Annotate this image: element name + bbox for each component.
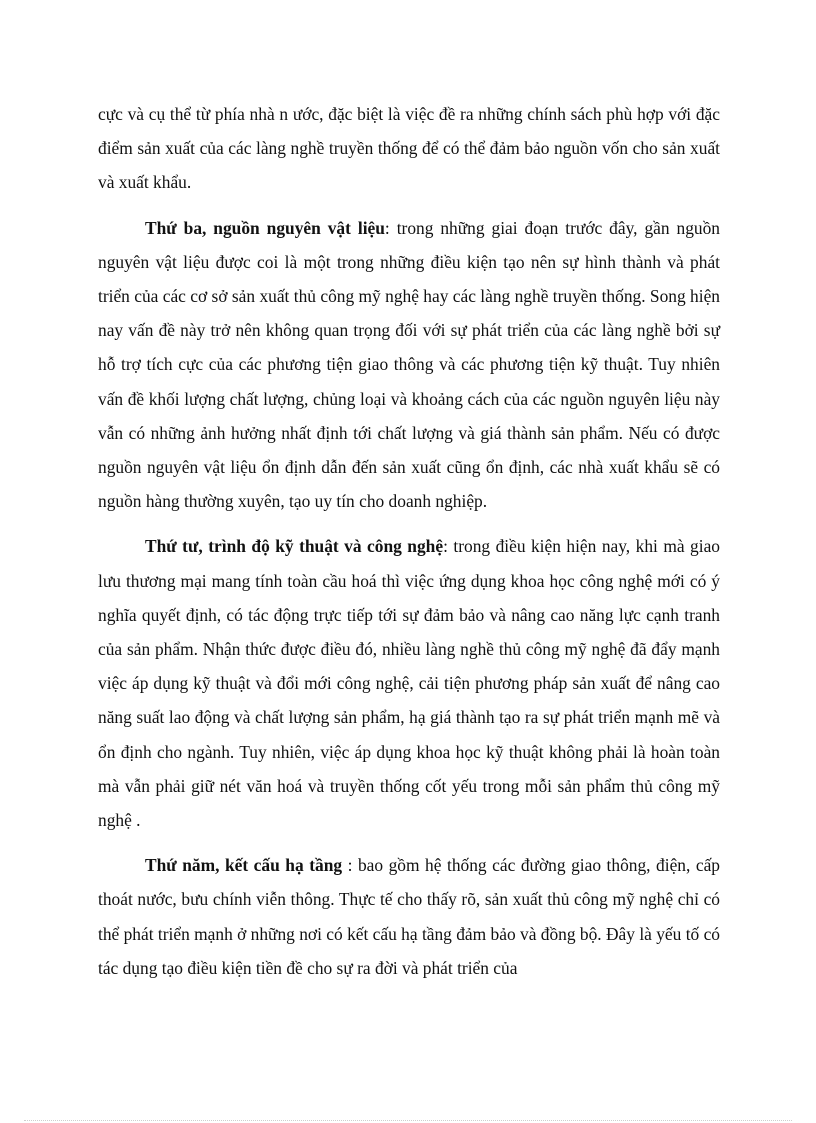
page-bottom-divider	[24, 1120, 792, 1121]
body-text	[98, 97, 720, 996]
paragraph-lead: Thứ năm, kết cấu hạ tầng	[145, 855, 343, 876]
paragraph-continuation	[98, 97, 720, 200]
paragraph-lead: Thứ ba, nguồn nguyên vật liệu	[145, 217, 385, 238]
paragraph-text: : trong điều kiện hiện nay, khi mà giao lưu thương mại mang tính toàn cầu hoá thì việc ứng dụng khoa học công nghệ mới có ý nghĩa quyết định, có tác động trực tiếp tới sự đảm bảo và nâng cao năng lực cạnh tranh của sản phẩm. Nhận thức được điều đó, nhiều làng nghề thủ công mỹ nghệ đã đẩy mạnh việc áp dụng kỹ thuật và đổi mới công nghệ, cải tiện phương pháp sản xuất để nâng cao năng suất lao động và chất lượng sản phẩm, hạ giá thành tạo ra sự phát triển mạnh mẽ và ổn định cho ngành. Tuy nhiên, việc áp dụng khoa học kỹ thuật không phải là hoàn toàn mà vẫn phải giữ nét văn hoá và truyền thống cốt yếu trong mỗi sản phẩm thủ công mỹ nghệ .	[98, 536, 720, 831]
paragraph-text: cực và cụ thể từ phía nhà n ước, đặc biệt là việc đề ra những chính sách phù hợp với đặc điểm sản xuất của các làng nghề truyền thống để có thể đảm bảo nguồn vốn cho sản xuất và xuất khẩu.	[98, 104, 720, 193]
paragraph-infrastructure	[98, 848, 720, 985]
paragraph-text: : bao gồm hệ thống các đường giao thông, điện, cấp thoát nước, bưu chính viễn thông. Thực tế cho thấy rõ, sản xuất thủ công mỹ nghệ chỉ có thể phát triển mạnh ở những nơi có kết cấu hạ tầng đảm bảo và đồng bộ. Đây là yếu tố có tác dụng tạo điều kiện tiền đề cho sự ra đời và phát triển của	[98, 855, 720, 978]
paragraph-text: : trong những giai đoạn trước đây, gần nguồn nguyên vật liệu được coi là một trong những điều kiện tạo nên sự hình thành và phát triển của các cơ sở sản xuất thủ công mỹ nghệ hay các làng nghề truyền thống. Song hiện nay vấn đề này trở nên không quan trọng đối với sự phát triển của các làng nghề bởi sự hỗ trợ tích cực của các phương tiện giao thông và các phương tiện kỹ thuật. Tuy nhiên vấn đề khối lượng chất lượng, chủng loại và khoảng cách của các nguồn nguyên liệu này vẫn có những ảnh hưởng nhất định tới chất lượng và giá thành sản phẩm. Nếu có được nguồn nguyên vật liệu ổn định dẫn đến sản xuất cũng ổn định, các nhà xuất khẩu sẽ có nguồn hàng thường xuyên, tạo uy tín cho doanh nghiệp.	[98, 217, 720, 512]
paragraph-technology	[98, 529, 720, 837]
paragraph-lead: Thứ tư, trình độ kỹ thuật và công nghệ	[145, 536, 444, 557]
paragraph-raw-materials	[98, 211, 720, 519]
